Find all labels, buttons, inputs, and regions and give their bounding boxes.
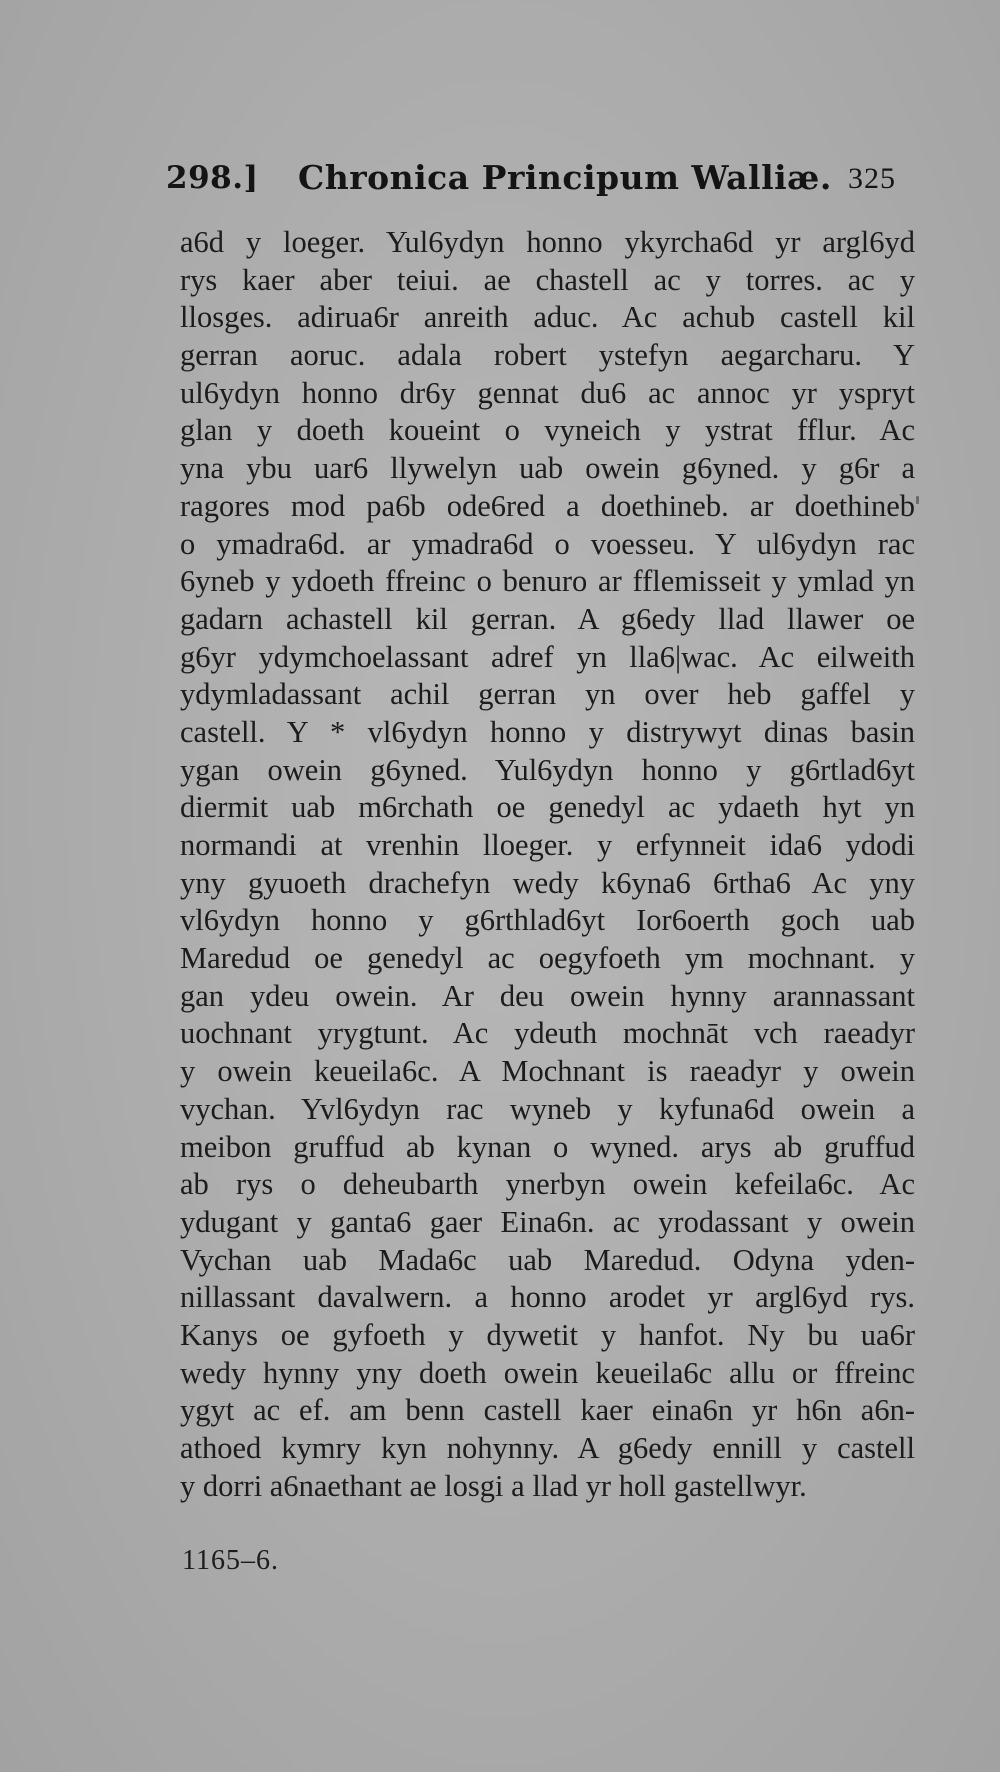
folio-marker: 298.] bbox=[166, 160, 259, 196]
text-line: diermit uab m6rchath oe genedyl ac ydaeth hyt yn bbox=[180, 790, 915, 825]
text-line: wedy hynny yny doeth owein keueila6c allu or ffreinc bbox=[180, 1355, 915, 1390]
text-line: llosges. adirua6r anreith aduc. Ac achub castell kil bbox=[180, 300, 915, 335]
text-line: ragores mod pa6b ode6red a doethineb. ar doethineb bbox=[180, 488, 915, 523]
text-line: Maredud oe genedyl ac oegyfoeth ym mochnant. y bbox=[180, 941, 915, 976]
ink-speck bbox=[916, 496, 919, 504]
text-line: ydymladassant achil gerran yn over heb gaffel y bbox=[180, 677, 915, 712]
page-header bbox=[166, 160, 896, 210]
text-line: glan y doeth koueint o vyneich y ystrat fflur. Ac bbox=[180, 413, 915, 448]
text-line: ygyt ac ef. am benn castell kaer eina6n yr h6n a6n- bbox=[180, 1393, 915, 1428]
text-line: rys kaer aber teiui. ae chastell ac y torres. ac y bbox=[180, 262, 915, 297]
text-line: y owein keueila6c. A Mochnant is raeadyr y owein bbox=[180, 1054, 915, 1089]
chronicle-text bbox=[180, 224, 915, 1505]
text-line: o ymadra6d. ar ymadra6d o voesseu. Y ul6ydyn rac bbox=[180, 526, 915, 561]
text-line: Kanys oe gyfoeth y dywetit y hanfot. Ny bu ua6r bbox=[180, 1317, 915, 1352]
text-line: vychan. Yvl6ydyn rac wyneb y kyfuna6d owein a bbox=[180, 1091, 915, 1126]
text-line: gadarn achastell kil gerran. A g6edy llad llawer oe bbox=[180, 601, 915, 636]
text-line: y dorri a6naethant ae losgi a llad yr holl gastellwyr. bbox=[180, 1468, 807, 1503]
page-number: 325 bbox=[848, 162, 896, 195]
text-line: g6yr ydymchoelassant adref yn lla6|wac. Ac eilweith bbox=[180, 639, 915, 674]
text-line: Vychan uab Mada6c uab Maredud. Odyna yden- bbox=[180, 1242, 915, 1277]
text-line: normandi at vrenhin lloeger. y erfynneit ida6 ydodi bbox=[180, 828, 915, 862]
text-line: meibon gruffud ab kynan o wyned. arys ab gruffud bbox=[180, 1129, 915, 1164]
text-line: athoed kymry kyn nohynny. A g6edy ennill y castell bbox=[180, 1431, 915, 1465]
text-line: gerran aoruc. adala robert ystefyn aegarcharu. Y bbox=[180, 338, 915, 373]
text-line: gan ydeu owein. Ar deu owein hynny arannassant bbox=[180, 978, 915, 1013]
text-line: ydugant y ganta6 gaer Eina6n. ac yrodassant y owein bbox=[180, 1204, 915, 1239]
text-line: ab rys o deheubarth ynerbyn owein kefeila6c. Ac bbox=[180, 1167, 915, 1202]
text-line: castell. Y * vl6ydyn honno y distrywyt dinas basin bbox=[180, 714, 915, 749]
text-line: a6d y loeger. Yul6ydyn honno ykyrcha6d yr argl6yd bbox=[180, 225, 915, 259]
text-line: yna ybu uar6 llywelyn uab owein g6yned. y g6r a bbox=[180, 451, 915, 486]
text-line: uochnant yrygtunt. Ac ydeuth mochnāt vch raeadyr bbox=[180, 1016, 915, 1051]
text-line: yny gyuoeth drachefyn wedy k6yna6 6rtha6 Ac yny bbox=[180, 865, 915, 900]
running-title: Chronica Principum Walliæ. bbox=[298, 158, 832, 197]
year-note: 1165–6. bbox=[182, 1545, 279, 1576]
text-line: vl6ydyn honno y g6rthlad6yt Ior6oerth goch uab bbox=[180, 903, 915, 938]
text-line: nillassant davalwern. a honno arodet yr argl6yd rys. bbox=[180, 1280, 915, 1315]
text-line: 6yneb y ydoeth ffreinc o benuro ar fflemisseit y ymlad yn bbox=[180, 564, 915, 599]
text-line: ygan owein g6yned. Yul6ydyn honno y g6rtlad6yt bbox=[180, 752, 915, 787]
text-line: ul6ydyn honno dr6y gennat du6 ac annoc yr yspryt bbox=[180, 375, 915, 410]
